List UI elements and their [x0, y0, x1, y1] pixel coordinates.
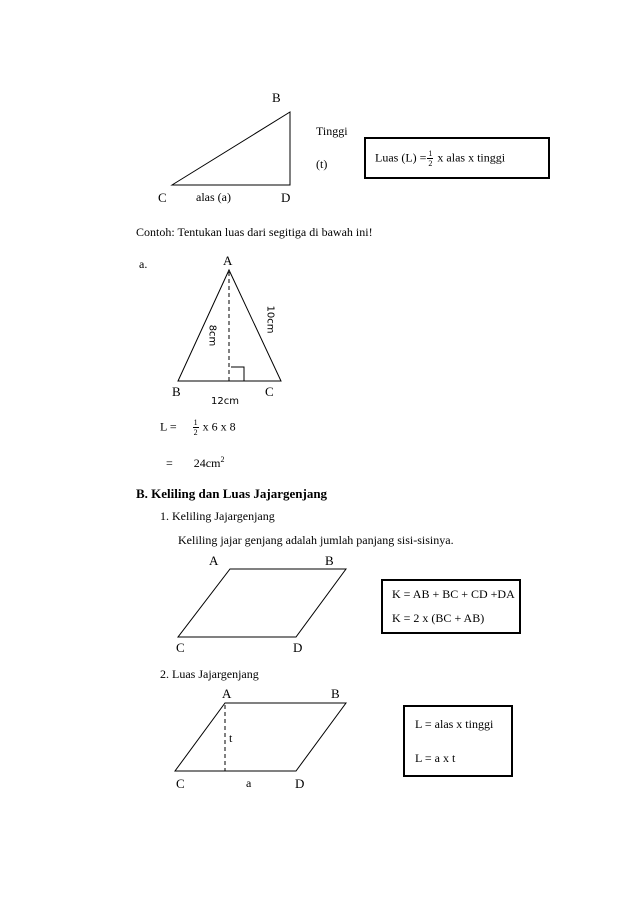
section-b-heading: B. Keliling dan Luas Jajargenjang — [136, 486, 328, 501]
right-angle-mark — [231, 367, 244, 381]
area-formula-1: L = alas x tinggi — [415, 717, 494, 731]
item-1-description: Keliling jajar genjang adalah jumlah panjang sisi-sisinya. — [178, 533, 454, 547]
side-10cm-label: 10cm — [264, 305, 276, 334]
vertex-b-label: B — [272, 90, 281, 105]
area-formula-box — [403, 705, 513, 777]
right-triangle-shape — [172, 112, 290, 185]
para2-height-label: t — [229, 731, 233, 745]
para1-vertex-d: D — [293, 640, 303, 655]
calc-line-1: L = $\frac{1}{2}$ x 6 x 8 — [160, 418, 236, 437]
base-12cm-label: 12cm — [211, 396, 239, 407]
calc-line-2: = $24cm^2$ — [166, 455, 225, 470]
height-symbol: (t) — [316, 157, 328, 171]
perimeter-formula-box — [381, 579, 521, 634]
vertex-d-label: D — [281, 190, 291, 205]
parallelogram-1-shape — [178, 569, 346, 637]
triangle-area-formula-box — [364, 137, 550, 179]
base-label: alas (a) — [196, 190, 231, 204]
para1-vertex-b: B — [325, 553, 334, 568]
example-intro: Contoh: Tentukan luas dari segitiga di bawah ini! — [136, 225, 373, 239]
height-word: Tinggi — [316, 124, 348, 138]
perimeter-formula-1: K = AB + BC + CD +DA — [392, 587, 515, 601]
item-2-title: 2. Luas Jajargenjang — [160, 667, 259, 681]
example-marker: a. — [139, 257, 148, 271]
height-8cm-label: 8cm — [206, 324, 218, 347]
para2-vertex-a: A — [222, 686, 232, 701]
vertex-c-label: C — [158, 190, 167, 205]
para2-vertex-c: C — [176, 776, 185, 791]
para2-vertex-d: D — [295, 776, 305, 791]
para2-base-label: a — [246, 776, 252, 790]
triangle-area-formula: Luas (L) = $\frac{1}{2}$ x alas x tinggi — [375, 149, 506, 168]
vertex-a-label: A — [223, 253, 233, 268]
para1-vertex-c: C — [176, 640, 185, 655]
area-formula-2: L = a x t — [415, 751, 456, 765]
para2-vertex-b: B — [331, 686, 340, 701]
vertex-c-label-a: C — [265, 384, 274, 399]
parallelogram-2-shape — [175, 703, 346, 771]
perimeter-formula-2: K = 2 x (BC + AB) — [392, 611, 485, 625]
vertex-b-label-a: B — [172, 384, 181, 399]
item-1-title: 1. Keliling Jajargenjang — [160, 509, 275, 523]
para1-vertex-a: A — [209, 553, 219, 568]
